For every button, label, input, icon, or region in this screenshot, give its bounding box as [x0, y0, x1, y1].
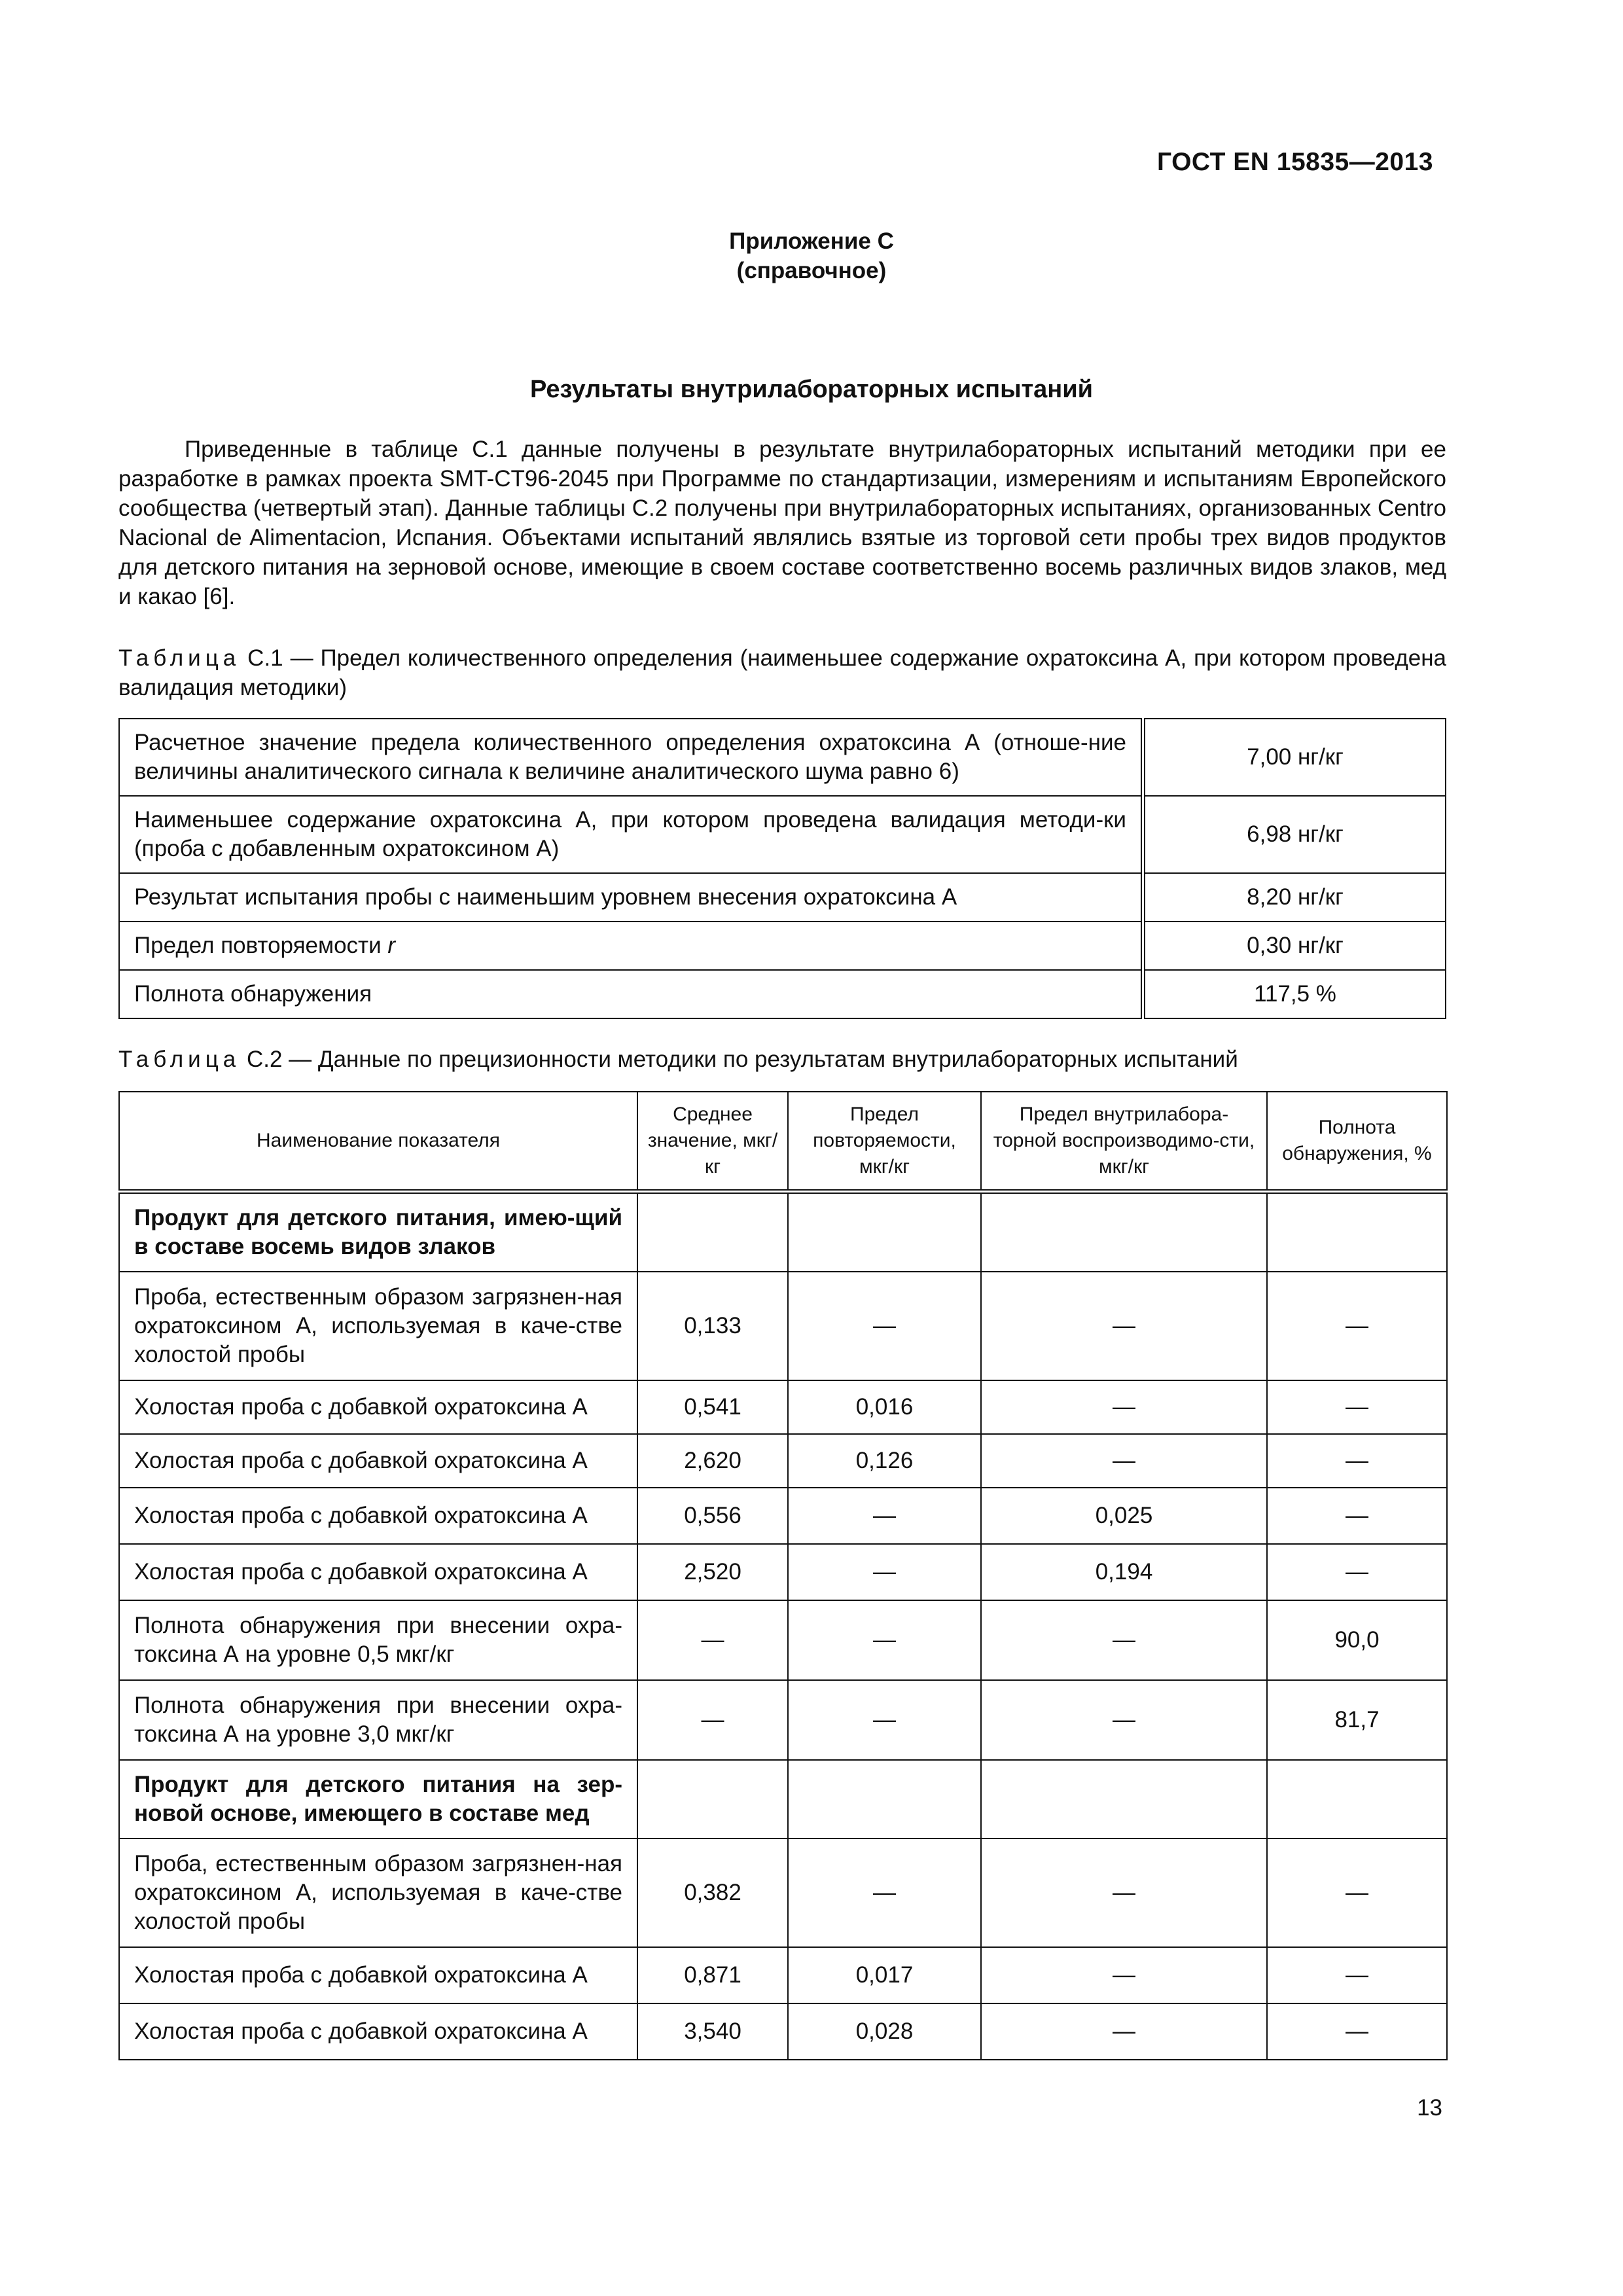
table2-cell: 0,016	[788, 1380, 981, 1434]
table2-group-label: Продукт для детского питания на зер-новой основе, имеющего в составе мед	[119, 1760, 637, 1839]
table2-cell: 0,194	[981, 1544, 1267, 1600]
table2-cell: —	[1267, 1380, 1447, 1434]
table-row	[119, 1434, 1447, 1488]
table-row	[119, 796, 1446, 873]
table2-cell: —	[788, 1544, 981, 1600]
table2-header-cell: Полнота обнаружения, %	[1267, 1092, 1447, 1192]
table1-caption-text: С.1 — Предел количественного определения (наименьшее содержание охратоксина А, при котором проведена валидация методики)	[118, 645, 1446, 700]
table2-cell: —	[637, 1680, 788, 1760]
section-title: Результаты внутрилабораторных испытаний	[530, 376, 1093, 403]
table-row	[119, 1192, 1447, 1272]
table2-cell: 0,025	[981, 1488, 1267, 1544]
table2-cell: —	[1267, 1544, 1447, 1600]
table2-caption-label: Таблица	[118, 1047, 241, 1072]
table1-cell-label: Результат испытания пробы с наименьшим уровнем внесения охратоксина А	[119, 873, 1143, 922]
table-row	[119, 922, 1446, 970]
table1-caption-label: Таблица	[118, 645, 241, 671]
table-row	[119, 719, 1446, 796]
table2-row-label: Холостая проба с добавкой охратоксина А	[119, 1488, 637, 1544]
appendix-subtitle: (справочное)	[736, 258, 887, 283]
table2-cell: 0,126	[788, 1434, 981, 1488]
table2-cell	[981, 1192, 1267, 1272]
intro-paragraph: Приведенные в таблице С.1 данные получены в результате внутрилабораторных испытаний методики при ее разработке в рамках проекта SMT-CT96-2045 при Программе по стандартизации, измерениям и испытаниям Европейского сообщества (четвертый этап). Данные таблицы С.2 получены при внутрилабораторных испытаниях, организованных Centro Nacional de Alimentacion, Испания. Объектами испытаний являлись взятые из торговой сети пробы трех видов продуктов для детского питания на зерновой основе, имеющие в своем составе соответственно восемь различных видов злаков, мед и какао [6].	[118, 437, 1446, 609]
table2-cell: 0,028	[788, 2003, 981, 2060]
table2-row-label: Холостая проба с добавкой охратоксина А	[119, 1947, 637, 2003]
table2-cell: 0,382	[637, 1839, 788, 1947]
table2-cell: —	[1267, 2003, 1447, 2060]
table1-cell-value: 117,5 %	[1143, 970, 1446, 1018]
table2-row-label: Проба, естественным образом загрязнен-ная охратоксином А, используемая в каче-стве холостой пробы	[119, 1839, 637, 1947]
table1-cell-label: Полнота обнаружения	[119, 970, 1143, 1018]
table2-cell: 0,017	[788, 1947, 981, 2003]
table2-cell: —	[981, 1839, 1267, 1947]
table2-row-label: Холостая проба с добавкой охратоксина А	[119, 1434, 637, 1488]
table-row	[119, 1380, 1447, 1434]
table1-cell-label-variable: r	[387, 933, 396, 958]
table2-cell	[788, 1760, 981, 1839]
table2-cell: —	[981, 1380, 1267, 1434]
table2-header-cell: Предел повторяемости, мкг/кг	[788, 1092, 981, 1192]
table2-cell: 90,0	[1267, 1600, 1447, 1680]
table2-row-label: Полнота обнаружения при внесении охра-токсина А на уровне 3,0 мкг/кг	[119, 1680, 637, 1760]
table2-cell: —	[788, 1680, 981, 1760]
table2-cell: 2,520	[637, 1544, 788, 1600]
table-row	[119, 873, 1446, 922]
table2-header-cell: Наименование показателя	[119, 1092, 637, 1192]
table2-cell: —	[1267, 1947, 1447, 2003]
table2-cell: 0,871	[637, 1947, 788, 2003]
table2-header-cell: Предел внутрилабора-торной воспроизводимо-сти, мкг/кг	[981, 1092, 1267, 1192]
table2-header-row	[119, 1092, 1447, 1192]
table1-caption	[118, 643, 1446, 702]
table2-cell: 0,556	[637, 1488, 788, 1544]
table2-cell: —	[637, 1600, 788, 1680]
appendix-heading	[0, 226, 1623, 285]
table2-cell: —	[981, 1680, 1267, 1760]
table-row	[119, 1760, 1447, 1839]
table1-cell-value: 6,98 нг/кг	[1143, 796, 1446, 873]
table2-cell: —	[981, 1947, 1267, 2003]
table2-cell: —	[1267, 1488, 1447, 1544]
table1-cell-label-text: Предел повторяемости	[134, 933, 388, 958]
table-row	[119, 1839, 1447, 1947]
table2-cell: —	[788, 1272, 981, 1380]
table1-cell-value: 0,30 нг/кг	[1143, 922, 1446, 970]
table2-cell	[1267, 1192, 1447, 1272]
table2-cell: —	[1267, 1839, 1447, 1947]
table2-cell: 3,540	[637, 2003, 788, 2060]
table2-cell: —	[981, 1434, 1267, 1488]
table2-cell: —	[1267, 1434, 1447, 1488]
table2-cell	[637, 1192, 788, 1272]
table1-cell-label	[119, 922, 1143, 970]
table2-header-cell: Среднее значение, мкг/кг	[637, 1092, 788, 1192]
table1	[118, 718, 1446, 1019]
table2-caption	[118, 1045, 1446, 1074]
table2-row-label: Холостая проба с добавкой охратоксина А	[119, 1544, 637, 1600]
appendix-title: Приложение С	[729, 228, 894, 254]
table1-cell-value: 7,00 нг/кг	[1143, 719, 1446, 796]
table2-cell: 0,133	[637, 1272, 788, 1380]
table2-cell: 0,541	[637, 1380, 788, 1434]
page-number: 13	[1417, 2095, 1442, 2121]
document-code: ГОСТ EN 15835—2013	[1156, 148, 1433, 176]
table-row	[119, 1488, 1447, 1544]
table1-cell-label: Расчетное значение предела количественного определения охратоксина А (отноше-ние величины аналитического сигнала к величине аналитического шума равно 6)	[119, 719, 1143, 796]
table2-cell: —	[981, 1272, 1267, 1380]
table2	[118, 1091, 1448, 2060]
table2-caption-text: С.2 — Данные по прецизионности методики по результатам внутрилабораторных испытаний	[240, 1047, 1238, 1072]
table2-cell: 81,7	[1267, 1680, 1447, 1760]
table2-cell: —	[981, 2003, 1267, 2060]
table1-cell-value: 8,20 нг/кг	[1143, 873, 1446, 922]
table2-group-label: Продукт для детского питания, имею-щий в составе восемь видов злаков	[119, 1192, 637, 1272]
table2-row-label: Проба, естественным образом загрязнен-ная охратоксином А, используемая в каче-стве холостой пробы	[119, 1272, 637, 1380]
table2-cell: —	[981, 1600, 1267, 1680]
table-row	[119, 1600, 1447, 1680]
table1-cell-label: Наименьшее содержание охратоксина А, при котором проведена валидация методи-ки (проба с добавленным охратоксином А)	[119, 796, 1143, 873]
table-row	[119, 1272, 1447, 1380]
table2-cell: 2,620	[637, 1434, 788, 1488]
table-row	[119, 2003, 1447, 2060]
table2-row-label: Полнота обнаружения при внесении охра-токсина А на уровне 0,5 мкг/кг	[119, 1600, 637, 1680]
table2-cell: —	[788, 1839, 981, 1947]
table-row	[119, 1947, 1447, 2003]
table2-cell: —	[788, 1488, 981, 1544]
table2-cell: —	[788, 1600, 981, 1680]
table2-row-label: Холостая проба с добавкой охратоксина А	[119, 2003, 637, 2060]
table2-cell	[1267, 1760, 1447, 1839]
table2-row-label: Холостая проба с добавкой охратоксина А	[119, 1380, 637, 1434]
table-row	[119, 1544, 1447, 1600]
table-row	[119, 970, 1446, 1018]
table2-cell	[788, 1192, 981, 1272]
table2-cell	[981, 1760, 1267, 1839]
table2-cell	[637, 1760, 788, 1839]
table-row	[119, 1680, 1447, 1760]
table2-cell: —	[1267, 1272, 1447, 1380]
